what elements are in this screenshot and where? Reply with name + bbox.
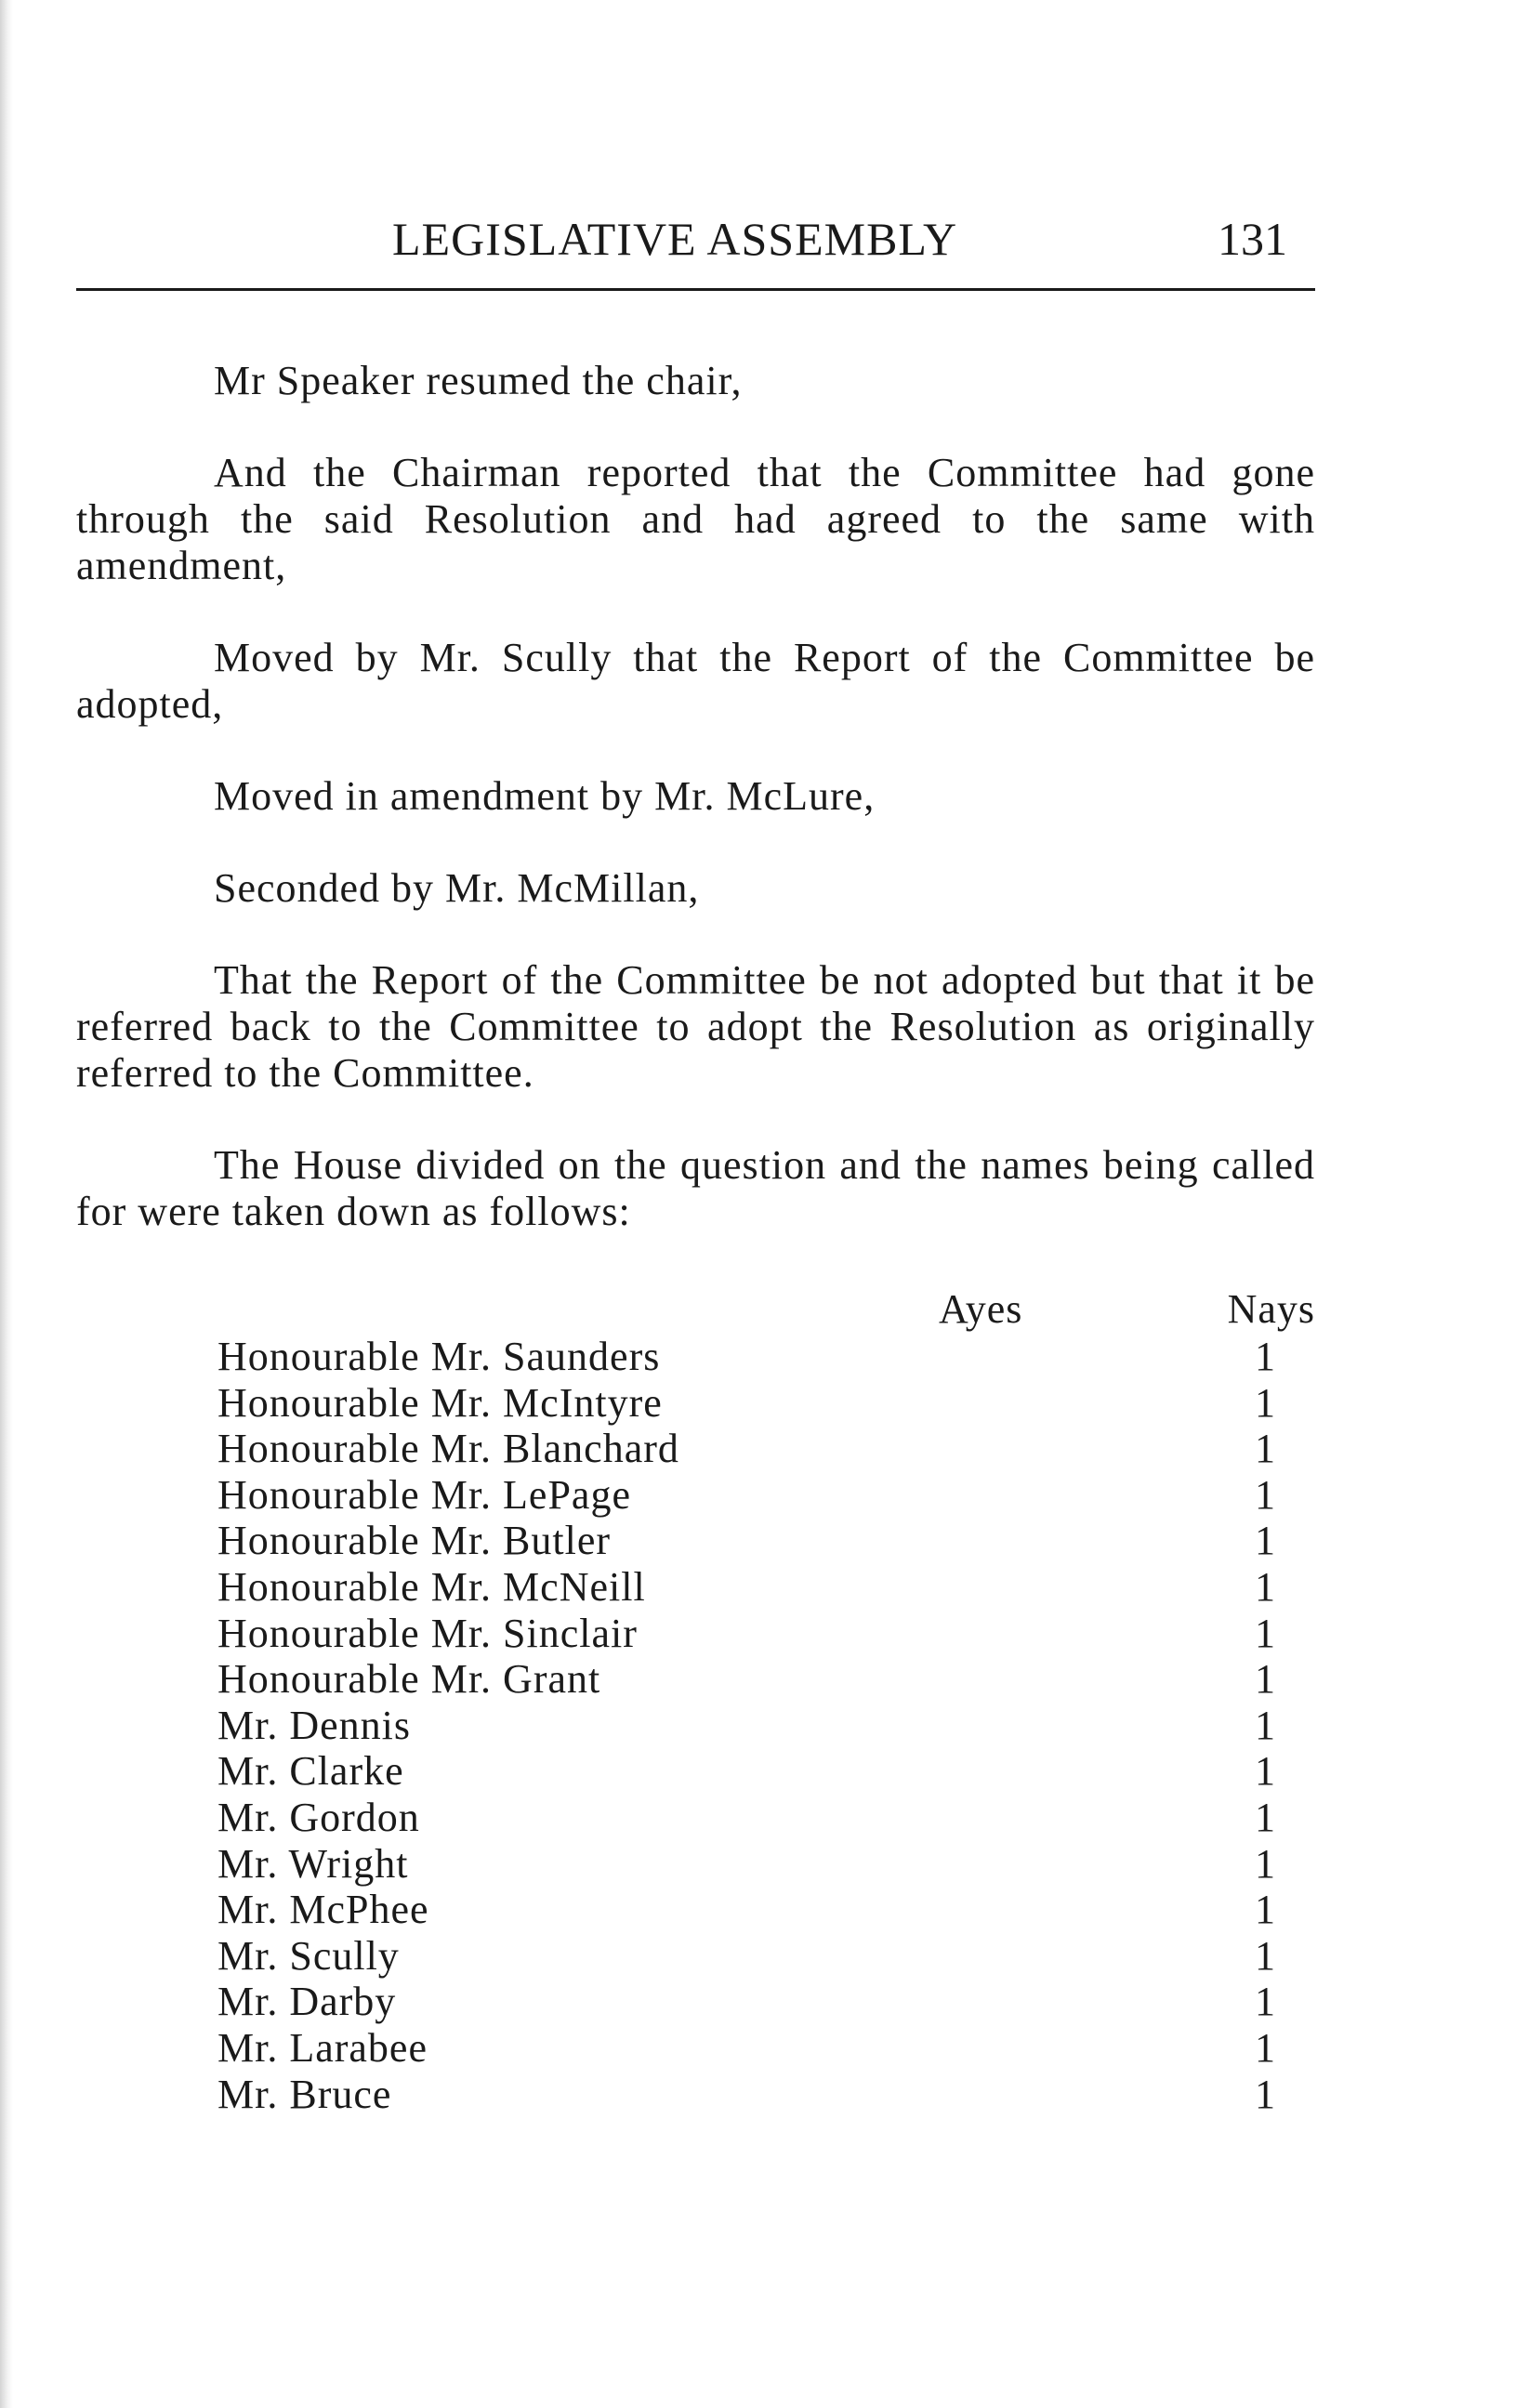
nays-mark: 1 [1255,1426,1276,1472]
member-name: Mr. Scully [217,1932,400,1979]
member-name: Honourable Mr. Sinclair [217,1610,638,1656]
member-name: Mr. Darby [217,1979,397,2025]
paragraph-seconded: Seconded by Mr. McMillan, [214,865,700,911]
paragraph-amendment-text: That the Report of the Committee be not adopted but that it be referred back to the Committee to adopt the Resolution as originally referred to the Committee. [76,957,1315,1096]
nays-mark: 1 [1255,1656,1276,1703]
paragraph-speaker: Mr Speaker resumed the chair, [214,358,743,403]
vote-table [76,1285,1315,2117]
nays-mark: 1 [1255,1563,1276,1610]
nays-mark: 1 [1255,1887,1276,1933]
nays-mark: 1 [1255,1379,1276,1426]
vote-row [76,1564,1315,1611]
nays-mark: 1 [1255,1334,1276,1379]
member-name: Mr. McPhee [217,1887,429,1933]
paragraph-amendment: Moved in amendment by Mr. McLure, [214,773,876,819]
paragraph-motion: Moved by Mr. Scully that the Report of the Committee be adopted, [76,635,1315,727]
paragraph-division: The House divided on the question and the names being called for were taken down as follows: [76,1142,1315,1234]
member-name: Honourable Mr. Saunders [217,1334,661,1379]
nays-mark: 1 [1255,1840,1276,1887]
vote-row [76,1979,1315,2025]
vote-row [76,1841,1315,1888]
member-name: Mr. Dennis [217,1702,411,1748]
member-name: Honourable Mr. LePage [217,1471,631,1518]
member-name: Mr. Larabee [217,2024,428,2071]
vote-row [76,1426,1315,1472]
member-name: Honourable Mr. Blanchard [217,1426,679,1472]
paragraph-chairman-report: And the Chairman reported that the Committee had gone through the said Resolution and had agreed to the same with amendment, [76,450,1315,588]
vote-row [76,2025,1315,2072]
nays-mark: 1 [1255,1748,1276,1795]
member-name: Mr. Gordon [217,1794,420,1840]
header-rule [76,288,1315,291]
column-header-nays: Nays [1227,1286,1315,1332]
vote-row [76,1380,1315,1427]
body-text [76,358,1315,1281]
vote-row [76,1611,1315,1657]
vote-row [76,1472,1315,1519]
vote-row [76,1334,1315,1380]
nays-mark: 1 [1255,1610,1276,1656]
nays-mark: 1 [1255,1979,1276,2025]
nays-mark: 1 [1255,1794,1276,1840]
column-header-ayes: Ayes [939,1286,1023,1332]
vote-rows [76,1334,1315,2117]
vote-table-header [76,1285,1315,1334]
page-header [76,212,1315,277]
member-name: Honourable Mr. Butler [217,1518,612,1564]
member-name: Honourable Mr. McNeill [217,1563,646,1610]
vote-row [76,1933,1315,1980]
page-edge-shadow [0,0,13,2408]
vote-row [76,1703,1315,1749]
member-name: Honourable Mr. McIntyre [217,1379,663,1426]
vote-row [76,1795,1315,1841]
member-name: Mr. Bruce [217,2071,392,2117]
nays-mark: 1 [1255,1702,1276,1748]
nays-mark: 1 [1255,2071,1276,2117]
nays-mark: 1 [1255,2024,1276,2071]
member-name: Honourable Mr. Grant [217,1656,601,1703]
member-name: Mr. Clarke [217,1748,404,1795]
vote-row [76,2072,1315,2118]
vote-row [76,1656,1315,1703]
vote-row [76,1518,1315,1564]
nays-mark: 1 [1255,1518,1276,1564]
member-name: Mr. Wright [217,1840,409,1887]
vote-row [76,1748,1315,1795]
nays-mark: 1 [1255,1471,1276,1518]
page-number: 131 [1218,213,1287,265]
vote-row [76,1887,1315,1933]
running-head-title: LEGISLATIVE ASSEMBLY [392,213,958,265]
nays-mark: 1 [1255,1932,1276,1979]
